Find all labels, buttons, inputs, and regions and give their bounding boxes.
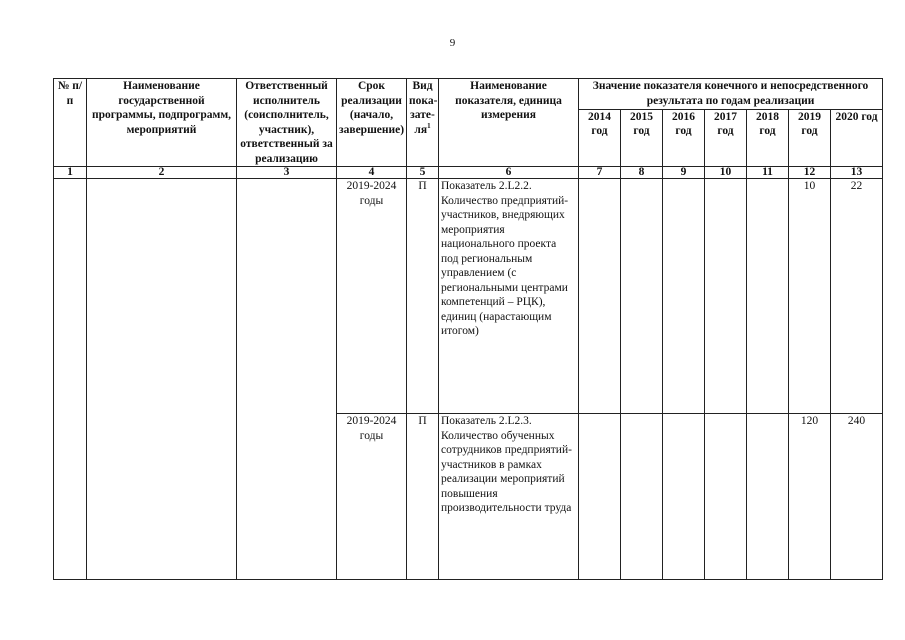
responsible-cell — [237, 179, 337, 580]
value-cell — [579, 414, 621, 580]
value-cell — [621, 179, 663, 414]
column-number: 9 — [663, 167, 705, 179]
table-row — [54, 179, 883, 414]
value-cell — [705, 414, 747, 580]
column-number: 6 — [439, 167, 579, 179]
value-cell — [705, 179, 747, 414]
header-year: 2015 год — [621, 109, 663, 166]
header-indicator-name: Наименование показателя, единица измерения — [439, 79, 579, 167]
period-cell: 2019-2024 годы — [337, 414, 407, 580]
value-cell — [747, 179, 789, 414]
column-number: 2 — [87, 167, 237, 179]
value-cell: 22 — [831, 179, 883, 414]
column-number: 10 — [705, 167, 747, 179]
header-year: 2018 год — [747, 109, 789, 166]
indicators-table — [53, 78, 883, 580]
value-cell — [579, 179, 621, 414]
header-values-group: Значение показателя конечного и непосредственного результата по годам реализации — [579, 79, 883, 110]
header-year: 2016 год — [663, 109, 705, 166]
column-number: 1 — [54, 167, 87, 179]
header-program-name: Наименование государственной программы, подпрограмм, мероприятий — [87, 79, 237, 167]
value-cell — [747, 414, 789, 580]
value-cell — [621, 414, 663, 580]
indicator-name-cell: Показатель 2.L2.3. Количество обученных сотрудников предприятий-участников в рамках реализации мероприятий повышения производительности труда — [439, 414, 579, 580]
header-year: 2019 год — [789, 109, 831, 166]
value-cell: 10 — [789, 179, 831, 414]
value-cell — [663, 179, 705, 414]
indicator-name-cell: Показатель 2.L2.2. Количество предприятий-участников, внедряющих мероприятия национального проекта под региональным управлением (с региональными центрами компетенций – РЦК), единиц (нарастающим итогом) — [439, 179, 579, 414]
header-responsible: Ответственный исполнитель (соисполнитель, участник), ответственный за реализацию — [237, 79, 337, 167]
value-cell — [663, 414, 705, 580]
column-number: 3 — [237, 167, 337, 179]
header-year: 2014 год — [579, 109, 621, 166]
header-indicator-type-label: Вид пока-зате-ля — [409, 80, 438, 136]
footnote-mark: 1 — [427, 121, 431, 130]
column-number: 13 — [831, 167, 883, 179]
program-name-cell — [87, 179, 237, 580]
column-number: 12 — [789, 167, 831, 179]
column-number: 8 — [621, 167, 663, 179]
value-cell: 240 — [831, 414, 883, 580]
column-number: 5 — [407, 167, 439, 179]
value-cell: 120 — [789, 414, 831, 580]
header-year: 2020 год — [831, 109, 883, 166]
period-cell: 2019-2024 годы — [337, 179, 407, 414]
header-period: Срок реализации (начало, завершение) — [337, 79, 407, 167]
header-indicator-type — [407, 79, 439, 167]
column-number: 11 — [747, 167, 789, 179]
header-year: 2017 год — [705, 109, 747, 166]
indicator-type-cell: П — [407, 414, 439, 580]
page-number: 9 — [449, 37, 456, 49]
header-number: № п/п — [54, 79, 87, 167]
column-number: 7 — [579, 167, 621, 179]
column-number: 4 — [337, 167, 407, 179]
row-number-cell — [54, 179, 87, 580]
indicator-type-cell: П — [407, 179, 439, 414]
